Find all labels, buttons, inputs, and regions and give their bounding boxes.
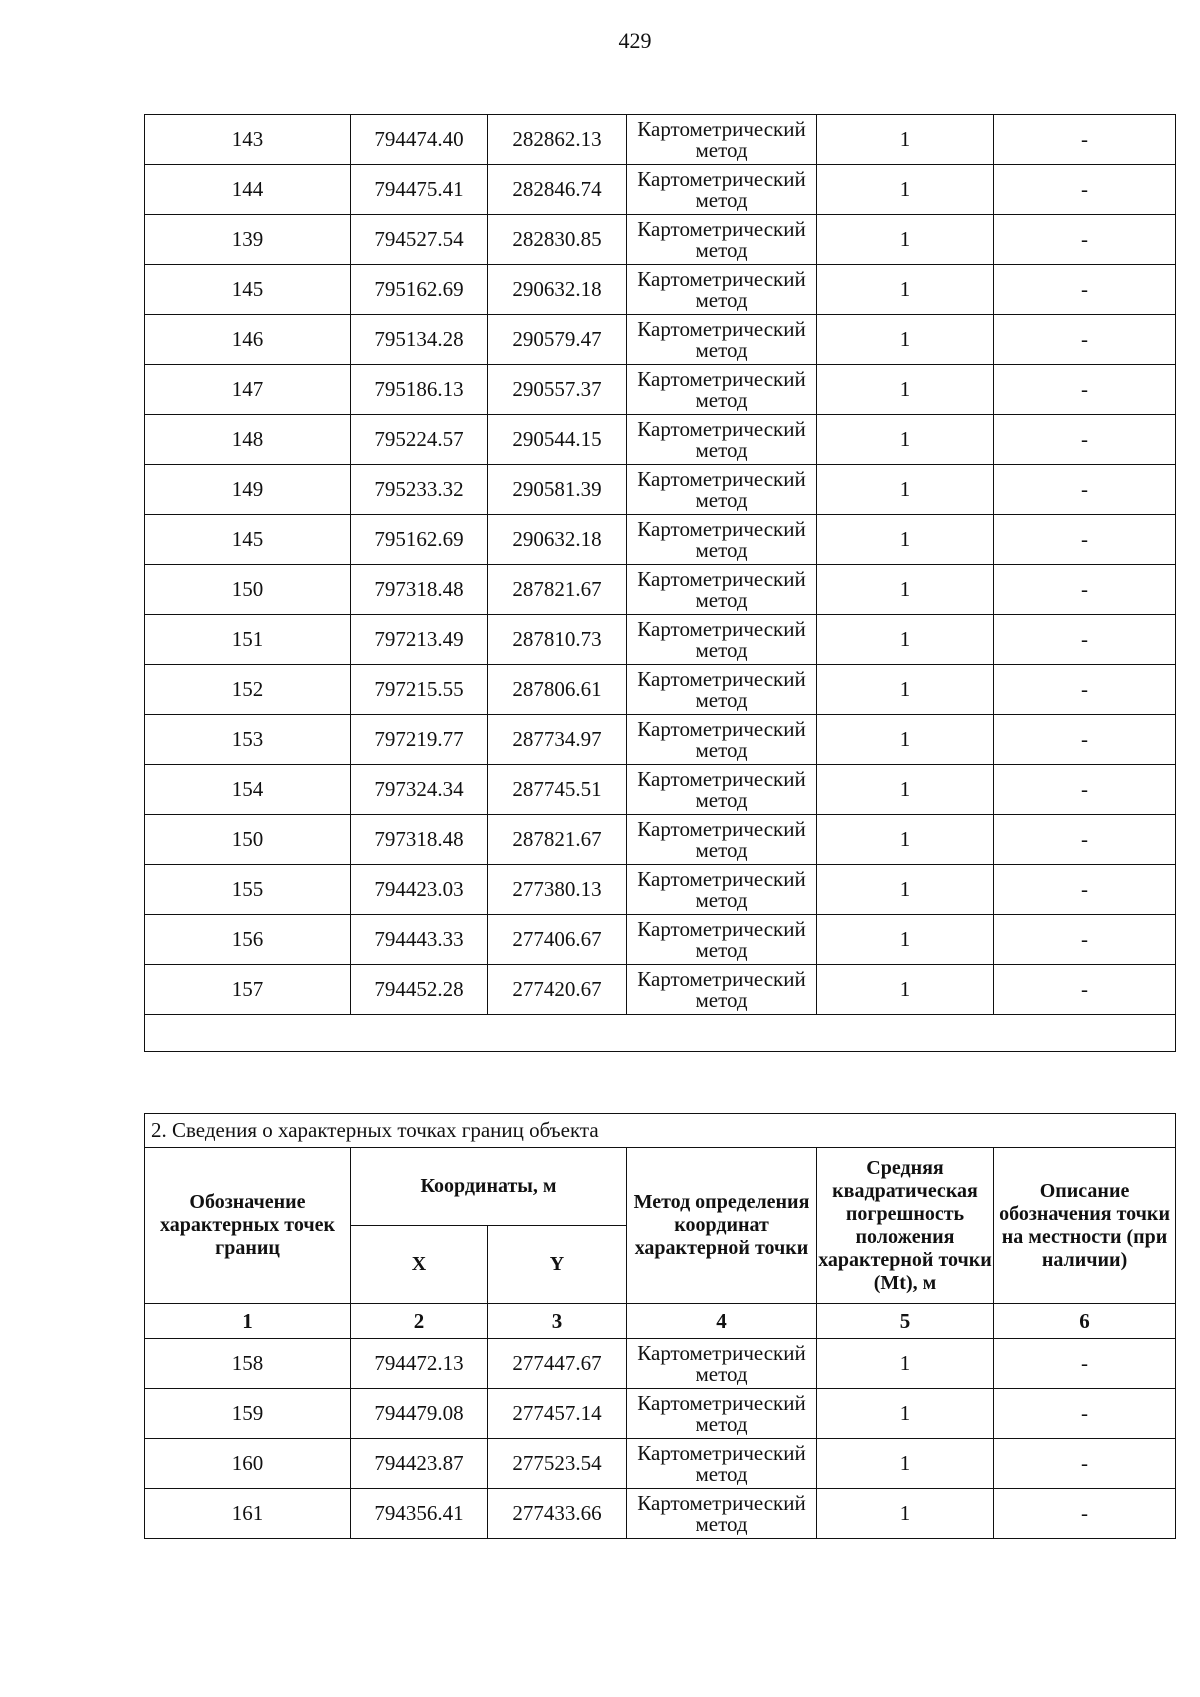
mean-error-cell: 1	[817, 115, 994, 165]
point-cell: 161	[145, 1489, 351, 1539]
method-cell: Картометрический метод	[627, 715, 817, 765]
x-coordinate-cell: 794472.13	[351, 1339, 488, 1389]
x-coordinate-cell: 797318.48	[351, 815, 488, 865]
mean-error-cell: 1	[817, 665, 994, 715]
description-cell: -	[994, 115, 1176, 165]
column-number: 1	[145, 1304, 351, 1339]
table-row	[145, 315, 1176, 365]
mean-error-cell: 1	[817, 715, 994, 765]
description-cell: -	[994, 265, 1176, 315]
y-coordinate-cell: 282830.85	[488, 215, 627, 265]
point-cell: 146	[145, 315, 351, 365]
description-cell: -	[994, 715, 1176, 765]
point-cell: 150	[145, 565, 351, 615]
y-coordinate-cell: 290632.18	[488, 515, 627, 565]
method-cell: Картометрический метод	[627, 165, 817, 215]
header-point-designation: Обозначение характерных точек границ	[145, 1148, 351, 1304]
description-cell: -	[994, 1339, 1176, 1389]
y-coordinate-cell: 287745.51	[488, 765, 627, 815]
mean-error-cell: 1	[817, 1389, 994, 1439]
y-coordinate-cell: 277457.14	[488, 1389, 627, 1439]
method-cell: Картометрический метод	[627, 565, 817, 615]
mean-error-cell: 1	[817, 615, 994, 665]
method-cell: Картометрический метод	[627, 315, 817, 365]
x-coordinate-cell: 794452.28	[351, 965, 488, 1015]
point-cell: 156	[145, 915, 351, 965]
mean-error-cell: 1	[817, 1439, 994, 1489]
y-coordinate-cell: 277447.67	[488, 1339, 627, 1389]
mean-error-cell: 1	[817, 765, 994, 815]
method-cell: Картометрический метод	[627, 815, 817, 865]
method-cell: Картометрический метод	[627, 865, 817, 915]
column-number: 3	[488, 1304, 627, 1339]
empty-cell	[145, 1015, 1176, 1052]
description-cell: -	[994, 565, 1176, 615]
x-coordinate-cell: 795162.69	[351, 265, 488, 315]
table-row	[145, 1389, 1176, 1439]
table-row	[145, 915, 1176, 965]
method-cell: Картометрический метод	[627, 965, 817, 1015]
x-coordinate-cell: 794474.40	[351, 115, 488, 165]
point-cell: 145	[145, 515, 351, 565]
point-cell: 144	[145, 165, 351, 215]
description-cell: -	[994, 665, 1176, 715]
header-method: Метод определения координат характерной точки	[627, 1148, 817, 1304]
y-coordinate-cell: 287810.73	[488, 615, 627, 665]
header-y: Y	[488, 1226, 627, 1304]
x-coordinate-cell: 795186.13	[351, 365, 488, 415]
method-cell: Картометрический метод	[627, 1439, 817, 1489]
coordinates-table-body	[145, 115, 1176, 1052]
x-coordinate-cell: 794527.54	[351, 215, 488, 265]
mean-error-cell: 1	[817, 515, 994, 565]
x-coordinate-cell: 794475.41	[351, 165, 488, 215]
y-coordinate-cell: 290579.47	[488, 315, 627, 365]
y-coordinate-cell: 277433.66	[488, 1489, 627, 1539]
point-cell: 147	[145, 365, 351, 415]
x-coordinate-cell: 797213.49	[351, 615, 488, 665]
mean-error-cell: 1	[817, 965, 994, 1015]
x-coordinate-cell: 795233.32	[351, 465, 488, 515]
y-coordinate-cell: 290557.37	[488, 365, 627, 415]
description-cell: -	[994, 465, 1176, 515]
mean-error-cell: 1	[817, 365, 994, 415]
method-cell: Картометрический метод	[627, 515, 817, 565]
column-number: 2	[351, 1304, 488, 1339]
mean-error-cell: 1	[817, 915, 994, 965]
header-coordinates: Координаты, м	[351, 1148, 627, 1226]
description-cell: -	[994, 1439, 1176, 1489]
table-row	[145, 115, 1176, 165]
y-coordinate-cell: 287806.61	[488, 665, 627, 715]
x-coordinate-cell: 797324.34	[351, 765, 488, 815]
method-cell: Картометрический метод	[627, 1339, 817, 1389]
y-coordinate-cell: 290544.15	[488, 415, 627, 465]
mean-error-cell: 1	[817, 315, 994, 365]
table-row	[145, 715, 1176, 765]
y-coordinate-cell: 277380.13	[488, 865, 627, 915]
point-cell: 157	[145, 965, 351, 1015]
table-row	[145, 565, 1176, 615]
description-cell: -	[994, 615, 1176, 665]
description-cell: -	[994, 765, 1176, 815]
mean-error-cell: 1	[817, 815, 994, 865]
coordinates-table-continued	[144, 114, 1176, 1052]
table-row	[145, 215, 1176, 265]
x-coordinate-cell: 794423.03	[351, 865, 488, 915]
point-cell: 148	[145, 415, 351, 465]
column-number: 6	[994, 1304, 1176, 1339]
method-cell: Картометрический метод	[627, 1389, 817, 1439]
description-cell: -	[994, 865, 1176, 915]
description-cell: -	[994, 1389, 1176, 1439]
point-cell: 149	[145, 465, 351, 515]
table-row	[145, 415, 1176, 465]
x-coordinate-cell: 795134.28	[351, 315, 488, 365]
table-row	[145, 815, 1176, 865]
table-row	[145, 615, 1176, 665]
description-cell: -	[994, 415, 1176, 465]
description-cell: -	[994, 215, 1176, 265]
mean-error-cell: 1	[817, 165, 994, 215]
description-cell: -	[994, 965, 1176, 1015]
point-cell: 159	[145, 1389, 351, 1439]
boundary-points-table	[144, 1113, 1176, 1539]
method-cell: Картометрический метод	[627, 115, 817, 165]
x-coordinate-cell: 795224.57	[351, 415, 488, 465]
table-row	[145, 515, 1176, 565]
method-cell: Картометрический метод	[627, 765, 817, 815]
point-cell: 150	[145, 815, 351, 865]
table-row	[145, 365, 1176, 415]
description-cell: -	[994, 165, 1176, 215]
table-row	[145, 665, 1176, 715]
description-cell: -	[994, 365, 1176, 415]
column-number: 5	[817, 1304, 994, 1339]
y-coordinate-cell: 277406.67	[488, 915, 627, 965]
point-cell: 145	[145, 265, 351, 315]
method-cell: Картометрический метод	[627, 415, 817, 465]
point-cell: 160	[145, 1439, 351, 1489]
table-row	[145, 965, 1176, 1015]
empty-row	[145, 1015, 1176, 1052]
table-row	[145, 1439, 1176, 1489]
y-coordinate-cell: 290632.18	[488, 265, 627, 315]
mean-error-cell: 1	[817, 1489, 994, 1539]
table-row	[145, 465, 1176, 515]
table-row	[145, 1489, 1176, 1539]
point-cell: 143	[145, 115, 351, 165]
point-cell: 152	[145, 665, 351, 715]
y-coordinate-cell: 277523.54	[488, 1439, 627, 1489]
point-cell: 155	[145, 865, 351, 915]
table-row	[145, 1339, 1176, 1389]
section-title: 2. Сведения о характерных точках границ объекта	[145, 1114, 1176, 1148]
mean-error-cell: 1	[817, 865, 994, 915]
y-coordinate-cell: 290581.39	[488, 465, 627, 515]
y-coordinate-cell: 287821.67	[488, 565, 627, 615]
header-description: Описание обозначения точки на местности (при наличии)	[994, 1148, 1176, 1304]
x-coordinate-cell: 794479.08	[351, 1389, 488, 1439]
y-coordinate-cell: 282862.13	[488, 115, 627, 165]
method-cell: Картометрический метод	[627, 265, 817, 315]
column-number: 4	[627, 1304, 817, 1339]
header-x: X	[351, 1226, 488, 1304]
mean-error-cell: 1	[817, 1339, 994, 1389]
method-cell: Картометрический метод	[627, 615, 817, 665]
page-number: 429	[618, 28, 652, 53]
x-coordinate-cell: 797215.55	[351, 665, 488, 715]
method-cell: Картометрический метод	[627, 915, 817, 965]
x-coordinate-cell: 797318.48	[351, 565, 488, 615]
mean-error-cell: 1	[817, 265, 994, 315]
point-cell: 151	[145, 615, 351, 665]
point-cell: 139	[145, 215, 351, 265]
x-coordinate-cell: 794423.87	[351, 1439, 488, 1489]
x-coordinate-cell: 794356.41	[351, 1489, 488, 1539]
y-coordinate-cell: 287821.67	[488, 815, 627, 865]
table-row	[145, 865, 1176, 915]
header-mean-error: Средняя квадратическая погрешность положения характерной точки (Mt), м	[817, 1148, 994, 1304]
mean-error-cell: 1	[817, 215, 994, 265]
y-coordinate-cell: 287734.97	[488, 715, 627, 765]
x-coordinate-cell: 797219.77	[351, 715, 488, 765]
boundary-points-table-body	[145, 1339, 1176, 1539]
mean-error-cell: 1	[817, 415, 994, 465]
y-coordinate-cell: 277420.67	[488, 965, 627, 1015]
table-row	[145, 765, 1176, 815]
x-coordinate-cell: 795162.69	[351, 515, 488, 565]
method-cell: Картометрический метод	[627, 365, 817, 415]
method-cell: Картометрический метод	[627, 665, 817, 715]
point-cell: 153	[145, 715, 351, 765]
y-coordinate-cell: 282846.74	[488, 165, 627, 215]
method-cell: Картометрический метод	[627, 215, 817, 265]
method-cell: Картометрический метод	[627, 1489, 817, 1539]
x-coordinate-cell: 794443.33	[351, 915, 488, 965]
description-cell: -	[994, 315, 1176, 365]
description-cell: -	[994, 915, 1176, 965]
table-row	[145, 265, 1176, 315]
description-cell: -	[994, 1489, 1176, 1539]
table-row	[145, 165, 1176, 215]
method-cell: Картометрический метод	[627, 465, 817, 515]
point-cell: 154	[145, 765, 351, 815]
description-cell: -	[994, 515, 1176, 565]
description-cell: -	[994, 815, 1176, 865]
mean-error-cell: 1	[817, 565, 994, 615]
mean-error-cell: 1	[817, 465, 994, 515]
point-cell: 158	[145, 1339, 351, 1389]
